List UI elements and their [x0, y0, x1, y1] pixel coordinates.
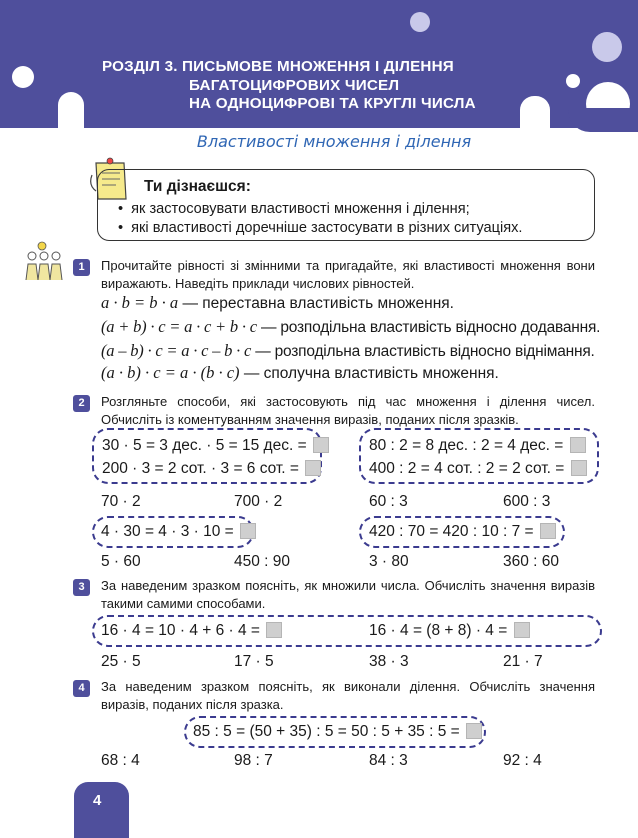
task-number-2: 2 — [73, 395, 90, 412]
answer-box[interactable] — [266, 622, 282, 638]
answer-box[interactable] — [305, 460, 321, 476]
property-desc: — сполучна властивість множення. — [243, 365, 499, 382]
property-formula: (a · b) · c = a · (b · c) — [101, 363, 240, 382]
exercise-item: 700 · 2 — [234, 493, 283, 510]
exercise-item: 68 : 4 — [101, 752, 140, 769]
exercise-item: 17 · 5 — [234, 653, 274, 670]
exercise-item: 70 · 2 — [101, 493, 141, 510]
task-number-4: 4 — [73, 680, 90, 697]
chapter-title — [102, 58, 522, 114]
answer-box[interactable] — [540, 523, 556, 539]
chapter-line-3: НА ОДНОЦИФРОВІ ТА КРУГЛІ ЧИСЛА — [189, 95, 476, 112]
exercise-item: 360 : 60 — [503, 553, 560, 570]
sample-expression: 30 · 5 = 3 дес. · 5 = 15 дес. = — [102, 437, 329, 455]
property-desc: — переставна властивість множення. — [182, 295, 454, 312]
exercise-item: 25 · 5 — [101, 653, 141, 670]
property-formula: a · b = b · a — [101, 293, 179, 312]
learn-item: • які властивості доречніше застосувати в різних ситуаціях. — [118, 219, 522, 238]
sample-expression: 85 : 5 = (50 + 35) : 5 = 50 : 5 + 35 : 5 = — [193, 723, 482, 741]
task1-text: Прочитайте рівності зі змінними та пригадайте, які властивості множення вони виражають. Наведіть приклади числових рівностей. — [101, 258, 595, 291]
exercise-item: 60 : 3 — [369, 493, 408, 510]
learn-title: Ти дізнаєшся: — [144, 178, 251, 195]
task-number-1: 1 — [73, 259, 90, 276]
answer-box[interactable] — [240, 523, 256, 539]
banner-tail — [568, 108, 638, 132]
task-number-3: 3 — [73, 579, 90, 596]
chapter-line-2: БАГАТОЦИФРОВИХ ЧИСЕЛ — [189, 76, 400, 94]
property-row — [101, 363, 595, 383]
answer-box[interactable] — [466, 723, 482, 739]
task4-text: За наведеним зразком поясніть, як виконали ділення. Обчисліть значення виразів, поданих після зразка. — [101, 679, 595, 712]
property-formula: (a + b) · c = a · c + b · c — [101, 317, 257, 336]
sample-expression: 16 · 4 = 10 · 4 + 6 · 4 = — [101, 622, 282, 640]
property-row — [101, 293, 595, 313]
exercise-item: 98 : 7 — [234, 752, 273, 769]
exercise-item: 84 : 3 — [369, 752, 408, 769]
task3-text: За наведеним зразком поясніть, як множили числа. Обчисліть значення виразів такими самими способами. — [101, 578, 595, 611]
sample-expression: 16 · 4 = (8 + 8) · 4 = — [369, 622, 530, 640]
exercise-item: 450 : 90 — [234, 553, 291, 570]
sample-expression: 420 : 70 = 420 : 10 : 7 = — [369, 523, 556, 541]
learn-list — [118, 200, 522, 238]
page-number-tab — [74, 782, 129, 838]
learn-item: • як застосовувати властивості множення і ділення; — [118, 200, 522, 219]
property-desc: — розподільна властивість відносно додавання. — [260, 319, 601, 336]
property-row — [101, 341, 595, 361]
exercise-item: 38 · 3 — [369, 653, 409, 670]
answer-box[interactable] — [313, 437, 329, 453]
sample-expression: 200 · 3 = 2 сот. · 3 = 6 сот. = — [102, 460, 321, 478]
sample-expression: 400 : 2 = 4 сот. : 2 = 2 сот. = — [369, 460, 587, 478]
exercise-item: 21 · 7 — [503, 653, 543, 670]
group-work-icon — [22, 240, 72, 282]
sample-expression: 4 · 30 = 4 · 3 · 10 = — [101, 523, 256, 541]
property-row — [101, 317, 601, 337]
learn-box — [97, 169, 595, 241]
chapter-line-1: РОЗДІЛ 3. ПИСЬМОВЕ МНОЖЕННЯ І ДІЛЕННЯ — [102, 58, 454, 75]
task2-text: Розгляньте способи, які застосовують під час множення і ділення чисел. Обчисліть із коментуванням значення виразів, поданих після зразків. — [101, 394, 595, 427]
answer-box[interactable] — [571, 460, 587, 476]
topic-title: Властивості множення і ділення — [196, 132, 472, 151]
exercise-item: 92 : 4 — [503, 752, 542, 769]
property-desc: — розподільна властивість відносно віднімання. — [255, 343, 595, 360]
answer-box[interactable] — [570, 437, 586, 453]
exercise-item: 600 : 3 — [503, 493, 551, 510]
property-formula: (a – b) · c = a · c – b · c — [101, 341, 252, 360]
exercise-item: 5 · 60 — [101, 553, 141, 570]
sample-expression: 80 : 2 = 8 дес. : 2 = 4 дес. = — [369, 437, 586, 455]
page-number: 4 — [93, 792, 102, 809]
answer-box[interactable] — [514, 622, 530, 638]
exercise-item: 3 · 80 — [369, 553, 409, 570]
